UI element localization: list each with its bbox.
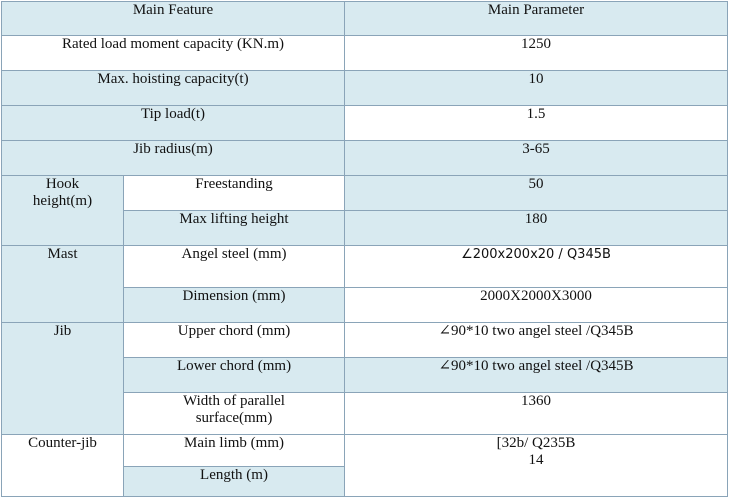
lower-chord-label: Lower chord (mm) <box>124 358 345 393</box>
hook-height-label-line2: height(m) <box>32 193 93 209</box>
freestanding-label: Freestanding <box>124 176 345 211</box>
max-lifting-height-label: Max lifting height <box>124 211 345 246</box>
jib-radius-label: Jib radius(m) <box>2 141 345 176</box>
width-parallel-surface-value: 1360 <box>345 393 728 435</box>
counter-jib-values <box>345 435 728 497</box>
lower-chord-value: ∠90*10 two angel steel /Q345B <box>345 358 728 393</box>
main-limb-label: Main limb (mm) <box>124 435 345 467</box>
angel-steel-label: Angel steel (mm) <box>124 246 345 288</box>
max-lifting-height-value: 180 <box>345 211 728 246</box>
rated-load-value: 1250 <box>345 36 728 71</box>
counter-jib-group-label: Counter-jib <box>2 435 124 497</box>
hook-height-label-line1: Hook <box>45 176 80 192</box>
width-label-line1: Width of parallel <box>183 393 285 409</box>
main-limb-value: [32b/ Q235B <box>496 435 576 451</box>
upper-chord-label: Upper chord (mm) <box>124 323 345 358</box>
width-parallel-surface-label <box>124 393 345 435</box>
tip-load-label: Tip load(t) <box>2 106 345 141</box>
length-value: 14 <box>528 452 544 468</box>
max-hoisting-label: Max. hoisting capacity(t) <box>2 71 345 106</box>
hook-height-group-label <box>2 176 124 246</box>
jib-radius-value: 3-65 <box>345 141 728 176</box>
max-hoisting-value: 10 <box>345 71 728 106</box>
upper-chord-value: ∠90*10 two angel steel /Q345B <box>345 323 728 358</box>
jib-group-label: Jib <box>2 323 124 435</box>
specification-table <box>1 1 728 497</box>
header-feature: Main Feature <box>2 2 345 36</box>
dimension-label: Dimension (mm) <box>124 288 345 323</box>
header-parameter: Main Parameter <box>345 2 728 36</box>
width-label-line2: surface(mm) <box>195 410 273 426</box>
rated-load-label: Rated load moment capacity (KN.m) <box>2 36 345 71</box>
length-label: Length (m) <box>124 467 345 497</box>
freestanding-value: 50 <box>345 176 728 211</box>
mast-group-label: Mast <box>2 246 124 323</box>
angel-steel-value: ∠200x200x20 / Q345B <box>345 246 728 288</box>
tip-load-value: 1.5 <box>345 106 728 141</box>
dimension-value: 2000X2000X3000 <box>345 288 728 323</box>
